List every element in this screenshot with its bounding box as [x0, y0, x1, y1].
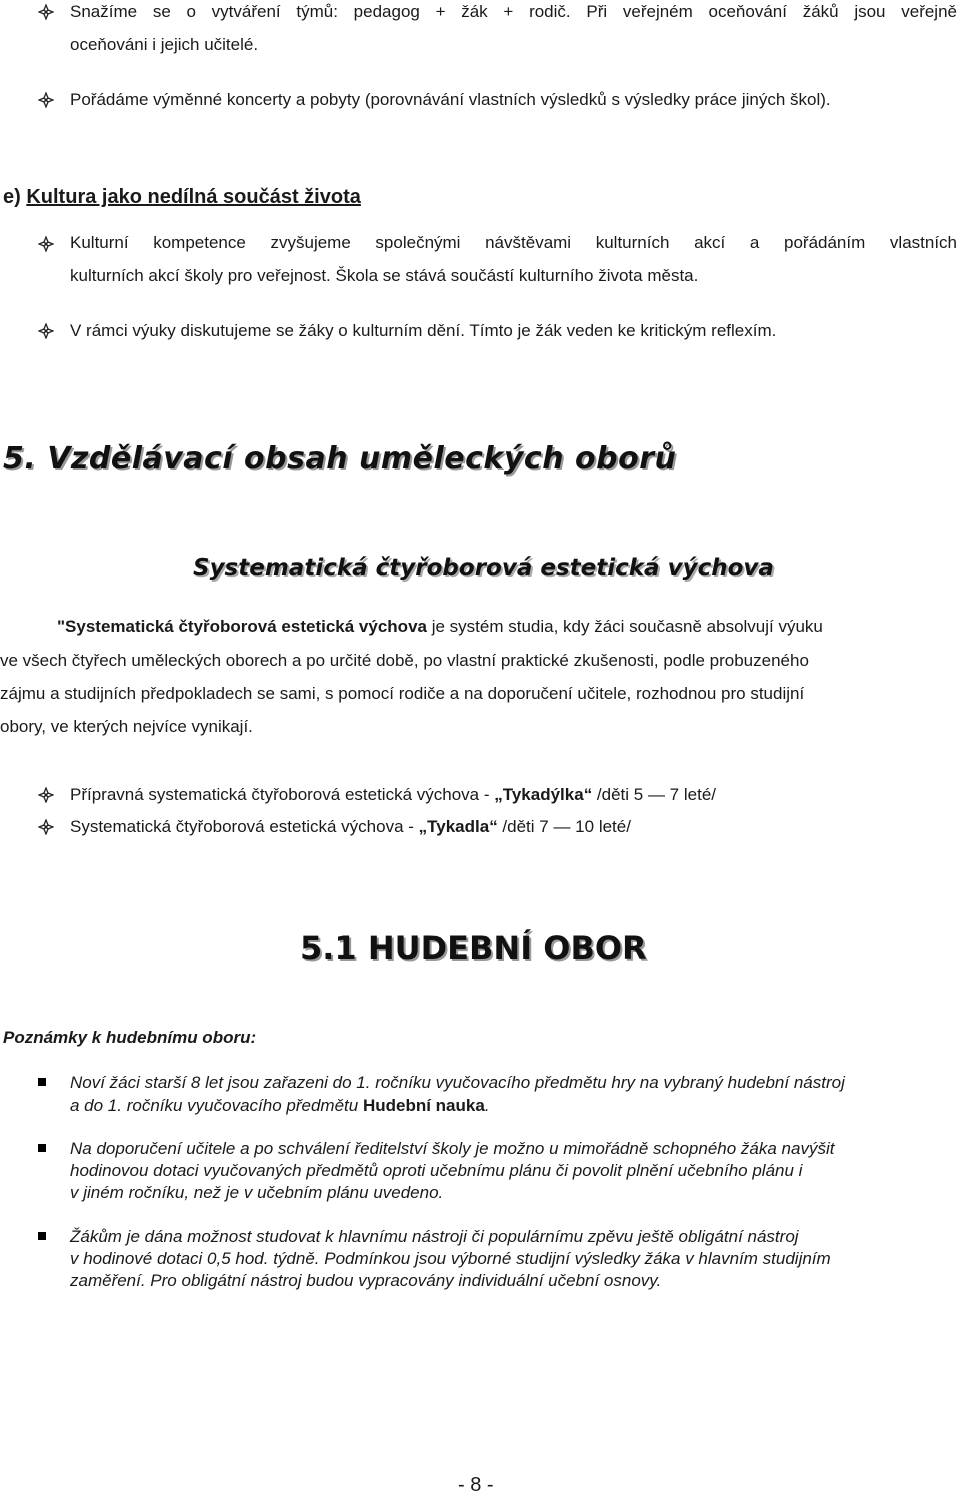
intro-paragraph-line: zájmu a studijních předpokladech se sami, s pomocí rodiče a na doporučení učitele, rozhodnou pro studijní: [0, 684, 805, 703]
list-item-text: Systematická čtyřoborová estetická výchova -: [70, 817, 419, 836]
note-line: hodinovou dotaci vyučovaných předmětů oproti učebnímu plánu či povolit plnění učebního plánu i: [70, 1161, 803, 1180]
note-line: [70, 1095, 490, 1117]
intro-bold: "Systematická čtyřoborová estetická výchova: [57, 617, 427, 636]
note-line: Na doporučení učitele a po schválení ředitelství školy je možno u mimořádně schopného žáka navýšit: [70, 1139, 835, 1158]
section-title: Kultura jako nedílná součást života: [26, 186, 361, 208]
diamond-bullet-icon: [38, 4, 54, 20]
list-item-cont: oceňováni i jejich učitelé.: [70, 35, 259, 54]
list-item: [70, 816, 631, 838]
intro-paragraph-line: ve všech čtyřech uměleckých oborech a po určité době, po vlastní praktické zkušenosti, podle probuzeného: [0, 651, 809, 670]
chapter-heading: 5.1 HUDEBNÍ OBOR: [300, 929, 647, 967]
note-line: v jiném ročníku, než je v učebním plánu uvedeno.: [70, 1183, 444, 1202]
list-item-cont: kulturních akcí školy pro veřejnost. Škola se stává součástí kulturního života města.: [70, 266, 699, 285]
intro-paragraph-line: obory, ve kterých nejvíce vynikají.: [0, 717, 253, 736]
chapter-subheading: Systematická čtyřoborová estetická výchova: [193, 555, 774, 581]
list-item: [70, 784, 716, 806]
diamond-bullet-icon: [38, 92, 54, 108]
diamond-bullet-icon: [38, 236, 54, 252]
list-item-bold: „Tykadla“: [418, 817, 498, 836]
diamond-bullet-icon: [38, 323, 54, 339]
note-text: .: [484, 1096, 490, 1115]
square-bullet-icon: [38, 1144, 46, 1152]
note-line: Žákům je dána možnost studovat k hlavnímu nástroji či populárnímu zpěvu ještě obligátní nástroj: [70, 1227, 799, 1246]
note-text: a do 1. ročníku vyučovacího předmětu: [70, 1096, 363, 1115]
note-bold: Hudební nauka: [362, 1096, 485, 1115]
list-item: Snažíme se o vytváření týmů: pedagog + žák + rodič. Při veřejném oceňování žáků jsou veřejně: [70, 2, 957, 21]
list-item-bold: „Tykadýlka“: [494, 785, 593, 804]
diamond-bullet-icon: [38, 787, 54, 803]
page-number: - 8 -: [458, 1474, 494, 1496]
intro-paragraph-line: [57, 616, 823, 638]
note-line: v hodinové dotaci 0,5 hod. týdně. Podmínkou jsou výborné studijní výsledky žáka v hlavním studijním: [70, 1249, 831, 1268]
list-item-text: Přípravná systematická čtyřoborová estetická výchova -: [70, 785, 495, 804]
chapter-heading: 5. Vzdělávací obsah uměleckých oborů: [3, 441, 677, 476]
square-bullet-icon: [38, 1078, 46, 1086]
section-heading: [3, 185, 361, 209]
note-line: Noví žáci starší 8 let jsou zařazeni do 1. ročníku vyučovacího předmětu hry na vybraný hudební nástroj: [70, 1073, 845, 1092]
list-item-text: /děti 5 — 7 leté/: [592, 785, 716, 804]
list-item: Kulturní kompetence zvyšujeme společnými návštěvami kulturních akcí a pořádáním vlastních: [70, 233, 957, 252]
notes-title: Poznámky k hudebnímu oboru:: [3, 1028, 257, 1047]
intro-rest: je systém studia, kdy žáci současně absolvují výuku: [426, 617, 823, 636]
list-item-text: /děti 7 — 10 leté/: [497, 817, 631, 836]
list-item: V rámci výuky diskutujeme se žáky o kulturním dění. Tímto je žák veden ke kritickým reflexím.: [70, 321, 777, 340]
note-line: zaměření. Pro obligátní nástroj budou vypracovány individuální učební osnovy.: [70, 1271, 662, 1290]
square-bullet-icon: [38, 1232, 46, 1240]
section-prefix: e): [3, 186, 27, 208]
list-item: Pořádáme výměnné koncerty a pobyty (porovnávání vlastních výsledků s výsledky práce jiných škol).: [70, 90, 831, 109]
diamond-bullet-icon: [38, 819, 54, 835]
